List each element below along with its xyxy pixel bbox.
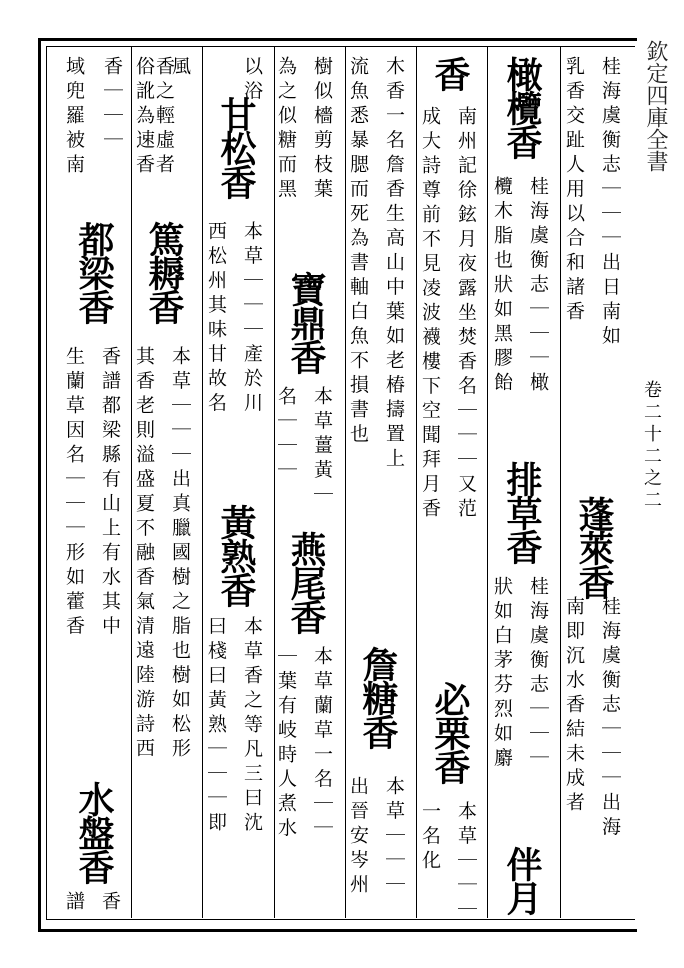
annotation-text: 西松州其味甘故名 <box>205 221 227 417</box>
annotation-text: 香 <box>99 891 121 916</box>
annotation-text: 本草｜｜｜ <box>455 801 477 924</box>
text-column <box>344 50 414 910</box>
annotation-text: 本草｜｜｜ <box>383 776 405 899</box>
annotation-text: 曰棧曰黃熟｜｜｜即 <box>205 616 227 837</box>
volume-label: 卷二十二之二 <box>641 380 662 512</box>
annotation-text: ｜葉有岐時人煮水 <box>275 646 297 842</box>
text-column <box>416 50 486 924</box>
entry-heading: 詹糖香 <box>357 646 399 748</box>
annotation-text: 香譜都梁縣有山上有水其中 <box>99 346 121 640</box>
annotation-text: 成大詩尊前不見凌波襪樓下空聞拜月香 <box>419 106 441 523</box>
entry-heading: 蓬萊香 <box>573 496 615 598</box>
annotation-text: 為之似糖而黑 <box>275 56 297 203</box>
entry-heading: 黃熟香 <box>215 504 257 606</box>
entry-heading: 香 <box>429 56 471 90</box>
annotation-text: 欖木脂也狀如黑膠飴 <box>491 176 513 397</box>
annotation-text: 本草蘭草一名｜｜ <box>311 646 333 842</box>
entry-heading: 燕尾香 <box>285 531 327 633</box>
annotation-text: 名｜｜｜ <box>275 386 297 484</box>
entry-heading: 排草香 <box>501 461 543 563</box>
text-column <box>560 50 630 910</box>
entry-heading: 甘松香 <box>215 96 257 198</box>
annotation-text: 域兜羅被南 <box>63 56 85 179</box>
annotation-text: 其香老則溢盛夏不融香氣清遠陸游詩西 <box>133 346 155 763</box>
entry-heading: 水盤香 <box>73 781 115 883</box>
annotation-text: 本草｜｜｜出真臘國樹之脂也樹如松形 <box>169 346 191 763</box>
annotation-text: 本草薑黃｜ <box>311 386 333 509</box>
annotation-text: 乳香交趾人用以合和諸香 <box>563 56 585 326</box>
text-column <box>488 50 558 914</box>
annotation-text: 樹似檣剪枝葉 <box>311 56 333 203</box>
annotation-text: 本草｜｜｜產於川 <box>241 221 263 417</box>
annotation-text: 香之輕虛者 <box>153 56 175 179</box>
annotation-text: 桂海虞衡志｜｜｜橄 <box>527 176 549 397</box>
entry-heading: 必栗香 <box>429 681 471 783</box>
annotation-text: 一名化 <box>419 801 441 875</box>
annotation-text: 桂海虞衡志｜｜｜ <box>527 576 549 772</box>
entry-heading: 寶鼎香 <box>285 271 327 373</box>
annotation-text: 南即沉水香結未成者 <box>563 596 585 817</box>
entry-heading: 都梁香 <box>73 221 115 323</box>
annotation-text: 生蘭草因名｜｜｜形如藿香 <box>63 346 85 640</box>
annotation-text: 本草香之等凡三曰沈 <box>241 616 263 837</box>
annotation-text: 香｜｜｜ <box>101 56 123 154</box>
annotation-text: 以浴 <box>241 56 263 105</box>
header-fragment: 欽定四庫全書 <box>643 40 668 172</box>
annotation-text: 木香一名詹香生高山中葉如老椿擣置上 <box>383 56 405 473</box>
annotation-text: 桂海虞衡志｜｜｜出日南如 <box>599 56 621 350</box>
annotation-text: 桂海虞衡志｜｜｜出海 <box>599 596 621 841</box>
text-column <box>272 50 342 910</box>
entry-heading: 篤耨香 <box>143 221 185 323</box>
annotation-text: 流魚悉暴腮而死為書軸白魚不損書也 <box>347 56 369 448</box>
text-column <box>60 50 130 916</box>
annotation-text: 譜 <box>63 891 85 916</box>
entry-heading: 伴月 <box>501 846 543 914</box>
entry-heading: 橄欖香 <box>501 56 543 158</box>
annotation-text: 狀如白茅芬烈如麝 <box>491 576 513 772</box>
annotation-text: 風 <box>169 56 191 81</box>
text-column <box>202 50 272 910</box>
annotation-text: 出晉安岑州 <box>347 776 369 899</box>
text-column <box>130 50 200 910</box>
annotation-text: 俗訛為速香 <box>133 56 155 179</box>
annotation-text: 南州記徐鉉月夜露坐焚香名｜｜｜又范 <box>455 106 477 523</box>
